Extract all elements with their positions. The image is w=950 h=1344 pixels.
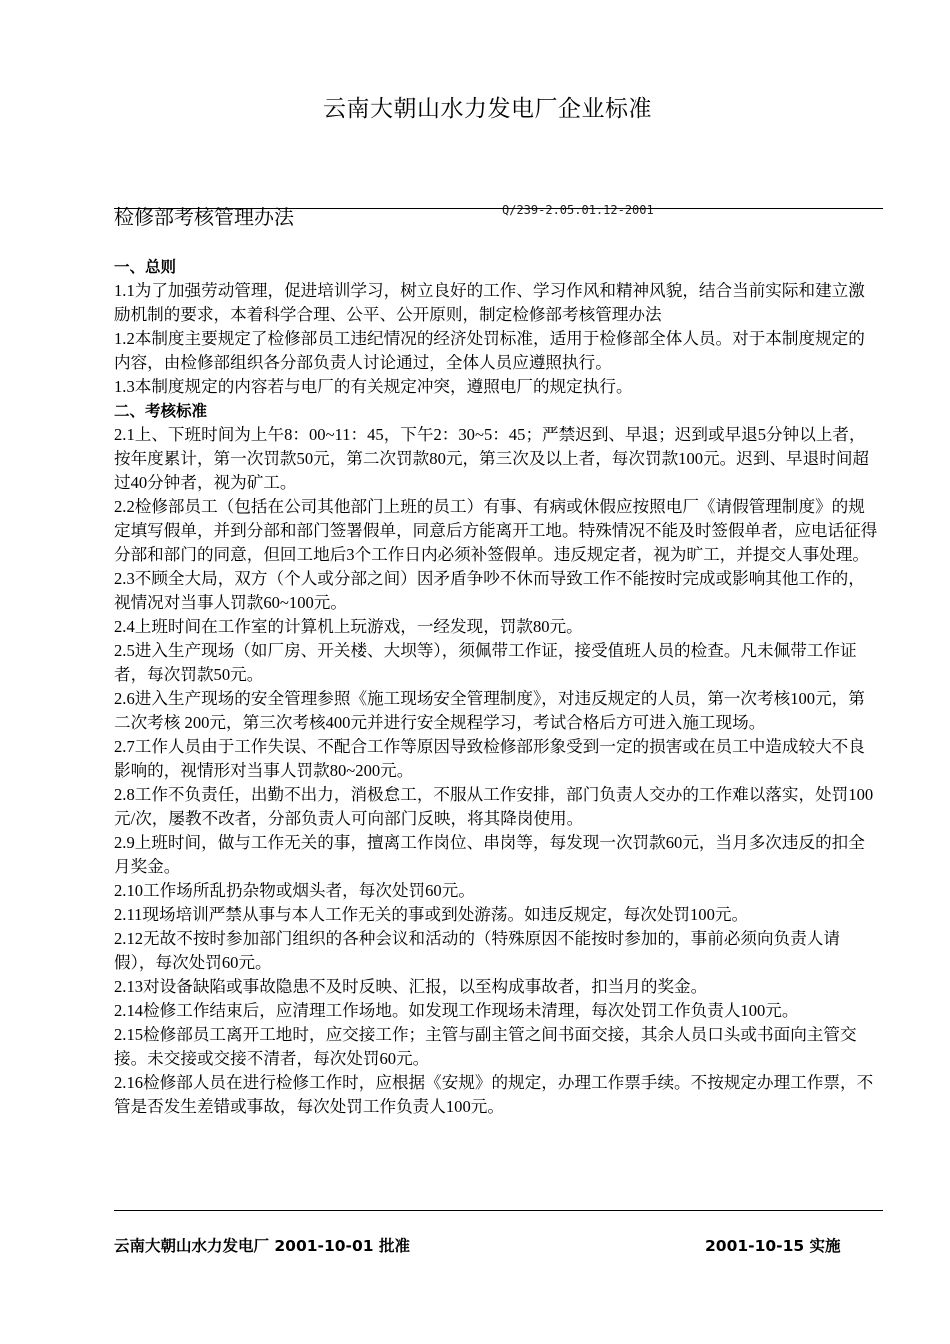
- paragraph: 2.11现场培训严禁从事与本人工作无关的事或到处游荡。如违反规定，每次处罚100元。: [114, 905, 749, 924]
- document-code: Q/239-2.05.01.12-2001: [502, 203, 654, 217]
- paragraph: 2.13对设备缺陷或事故隐患不及时反映、汇报，以至构成事故者，扣当月的奖金。: [114, 977, 708, 996]
- paragraph: 2.4上班时间在工作室的计算机上玩游戏，一经发现，罚款80元。: [114, 617, 583, 636]
- paragraph: 2.2检修部员工（包括在公司其他部门上班的员工）有事、有病或休假应按照电厂《请假管理制度》的规定填写假单，并到分部和部门签署假单，同意后方能离开工地。特殊情况不能及时签假单者，应电话征得分部和部门的同意，但回工地后3个工作日内必须补签假单。违反规定者，视为旷工，并提交人事处理。: [114, 497, 878, 564]
- paragraph: 1.2本制度主要规定了检修部员工违纪情况的经济处罚标准，适用于检修部全体人员。对于本制度规定的内容，由检修部组织各分部负责人讨论通过，全体人员应遵照执行。: [114, 329, 865, 372]
- paragraph: 2.12无故不按时参加部门组织的各种会议和活动的（特殊原因不能按时参加的，事前必须向负责人请假），每次处罚60元。: [114, 929, 840, 972]
- paragraph: 2.8工作不负责任，出勤不出力，消极怠工，不服从工作安排，部门负责人交办的工作难以落实，处罚100元/次，屡教不改者，分部负责人可向部门反映，将其降岗使用。: [114, 785, 874, 828]
- paragraph: 2.15检修部员工离开工地时，应交接工作；主管与副主管之间书面交接，其余人员口头或书面向主管交接。未交接或交接不清者，每次处罚60元。: [114, 1025, 857, 1068]
- footer-approval: 云南大朝山水力发电厂 2001-10-01 批准: [114, 1237, 410, 1255]
- paragraph: 2.14检修工作结束后，应清理工作场地。如发现工作现场未清理，每次处罚工作负责人100元。: [114, 1001, 799, 1020]
- paragraph: 2.3不顾全大局，双方（个人或分部之间）因矛盾争吵不休而导致工作不能按时完成或影响其他工作的，视情况对当事人罚款60~100元。: [114, 569, 865, 612]
- section-heading-standards: 二、考核标准: [114, 402, 208, 420]
- paragraph: 2.9上班时间，做与工作无关的事，擅离工作岗位、串岗等，每发现一次罚款60元，当月多次违反的扣全月奖金。: [114, 833, 865, 876]
- document-title: 检修部考核管理办法: [114, 205, 294, 229]
- header-divider: [114, 208, 883, 209]
- paragraph: 2.10工作场所乱扔杂物或烟头者，每次处罚60元。: [114, 881, 475, 900]
- footer-implementation: 2001-10-15 实施: [705, 1237, 841, 1255]
- paragraph: 2.1上、下班时间为上午8：00~11：45，下午2：30~5：45；严禁迟到、早退；迟到或早退5分钟以上者，按年度累计，第一次罚款50元，第二次罚款80元，第三次及以上者，每次罚款100元。迟到、早退时间超过40分钟者，视为矿工。: [114, 425, 870, 492]
- paragraph: 2.6进入生产现场的安全管理参照《施工现场安全管理制度》，对违反规定的人员，第一次考核100元，第二次考核 200元，第三次考核400元并进行安全规程学习，考试合格后方可进入施工现场。: [114, 689, 865, 732]
- paragraph: 2.16检修部人员在进行检修工作时，应根据《安规》的规定，办理工作票手续。不按规定办理工作票，不管是否发生差错或事故，每次处罚工作负责人100元。: [114, 1073, 874, 1116]
- paragraph: 1.1为了加强劳动管理，促进培训学习，树立良好的工作、学习作风和精神风貌，结合当前实际和建立激励机制的要求，本着科学合理、公平、公开原则，制定检修部考核管理办法: [114, 281, 865, 324]
- section-heading-general: 一、总则: [114, 258, 177, 276]
- document-body: [114, 255, 879, 1119]
- page-header-title: 云南大朝山水力发电厂企业标准: [323, 96, 652, 122]
- footer-divider: [114, 1210, 883, 1211]
- paragraph: 1.3本制度规定的内容若与电厂的有关规定冲突，遵照电厂的规定执行。: [114, 377, 633, 396]
- paragraph: 2.5进入生产现场（如厂房、开关楼、大坝等），须佩带工作证，接受值班人员的检查。凡未佩带工作证者，每次罚款50元。: [114, 641, 857, 684]
- paragraph: 2.7工作人员由于工作失误、不配合工作等原因导致检修部形象受到一定的损害或在员工中造成较大不良影响的，视情形对当事人罚款80~200元。: [114, 737, 865, 780]
